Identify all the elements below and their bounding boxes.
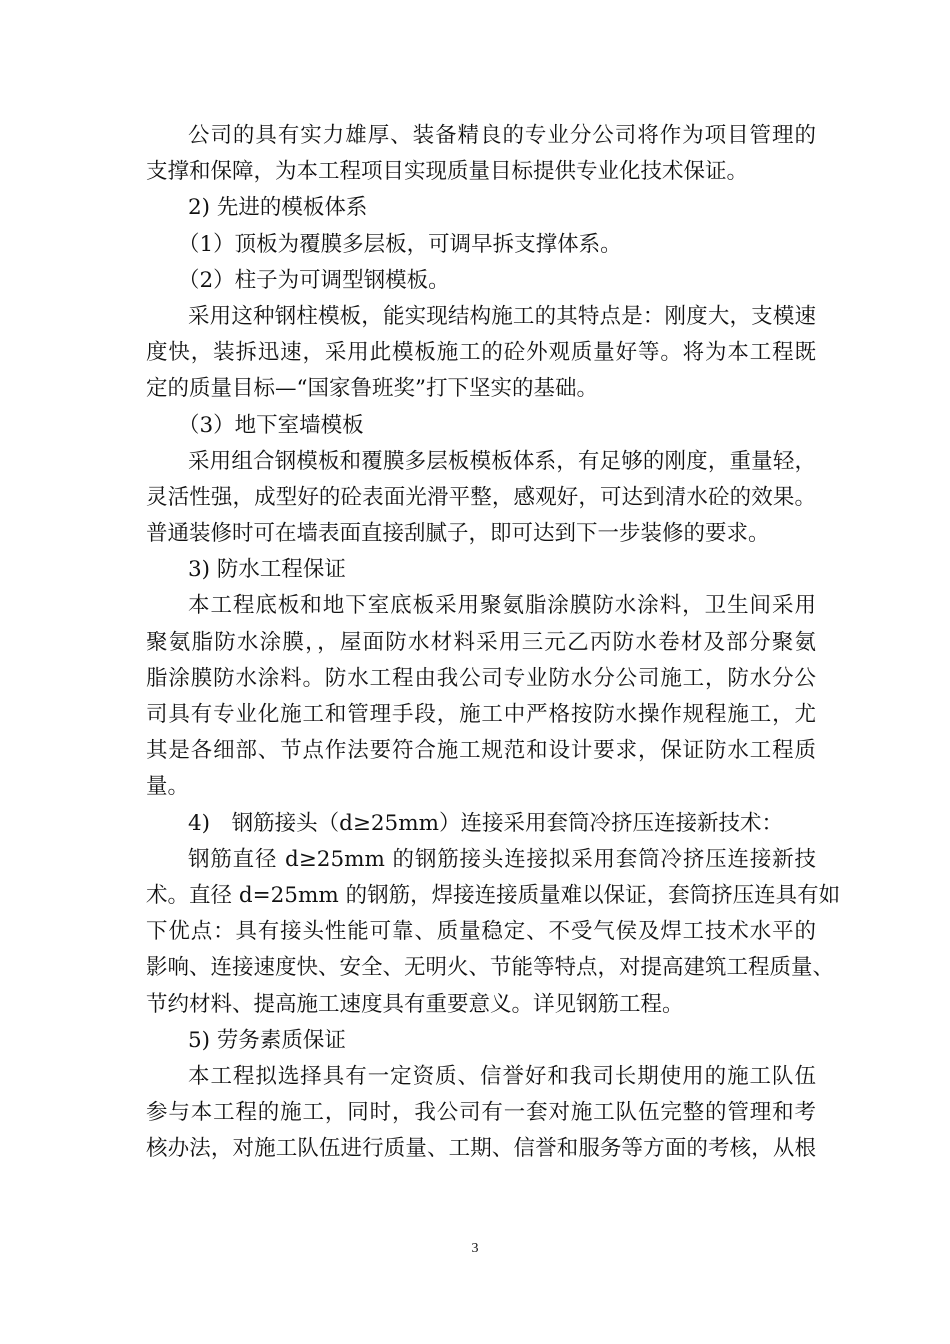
text-line: 参与本工程的施工，同时，我公司有一套对施工队伍完整的管理和考 xyxy=(146,1100,816,1126)
page-number: 3 xyxy=(471,1241,479,1256)
text-line: 节约材料、提高施工速度具有重要意义。详见钢筋工程。 xyxy=(146,991,684,1017)
text-line: 公司的具有实力雄厚、装备精良的专业分公司将作为项目管理的 xyxy=(188,123,816,148)
text-line: 本工程底板和地下室底板采用聚氨脂涂膜防水涂料，卫生间采用 xyxy=(188,593,816,619)
text-line: 术。直径 d=25mm 的钢筋，焊接连接质量难以保证，套筒挤压连具有如 xyxy=(146,882,841,908)
text-line: 采用这种钢柱模板，能实现结构施工的其特点是：刚度大，支模速 xyxy=(188,303,816,329)
section-heading: 5) 劳务素质保证 xyxy=(188,1027,346,1053)
text-line: 其是各细部、节点作法要符合施工规范和设计要求，保证防水工程质 xyxy=(146,738,816,764)
text-line: 普通装修时可在墙表面直接刮腻子，即可达到下一步装修的要求。 xyxy=(146,521,770,547)
subsection-heading: （1）顶板为覆膜多层板，可调早拆支撑体系。 xyxy=(178,231,622,257)
subsection-heading: （2）柱子为可调型钢模板。 xyxy=(178,267,450,293)
subsection-heading: （3）地下室墙模板 xyxy=(178,412,364,438)
text-line: 度快，装拆迅速，采用此模板施工的砼外观质量好等。将为本工程既 xyxy=(146,340,816,366)
text-line: 聚氨脂防水涂膜，，屋面防水材料采用三元乙丙防水卷材及部分聚氨 xyxy=(146,629,816,655)
section-heading: 3) 防水工程保证 xyxy=(188,557,346,583)
text-line: 量。 xyxy=(146,774,190,800)
text-line: 下优点：具有接头性能可靠、质量稳定、不受气侯及焊工技术水平的 xyxy=(146,919,816,945)
text-line: 司具有专业化施工和管理手段，施工中严格按防水操作规程施工，尤 xyxy=(146,702,816,727)
text-line: 影响、连接速度快、安全、无明火、节能等特点，对提高建筑工程质量、 xyxy=(146,955,835,981)
section-heading: 2) 先进的模板体系 xyxy=(188,195,368,221)
text-line: 采用组合钢模板和覆膜多层板模板体系，有足够的刚度，重量轻， xyxy=(188,448,816,474)
text-line: 脂涂膜防水涂料。防水工程由我公司专业防水分公司施工，防水分公 xyxy=(146,665,816,691)
text-line: 钢筋直径 d≥25mm 的钢筋接头连接拟采用套筒冷挤压连接新技 xyxy=(188,846,816,872)
text-line: 本工程拟选择具有一定资质、信誉好和我司长期使用的施工队伍 xyxy=(188,1063,816,1089)
text-line: 支撑和保障，为本工程项目实现质量目标提供专业化技术保证。 xyxy=(146,159,749,185)
text-line: 定的质量目标—“国家鲁班奖”打下坚实的基础。 xyxy=(146,376,598,402)
text-line: 核办法，对施工队伍进行质量、工期、信誉和服务等方面的考核，从根 xyxy=(146,1136,816,1162)
section-heading: 4) 钢筋接头（d≥25mm）连接采用套筒冷挤压连接新技术： xyxy=(188,810,783,836)
text-line: 灵活性强，成型好的砼表面光滑平整，感观好，可达到清水砼的效果。 xyxy=(146,484,816,510)
body-text xyxy=(146,118,841,1167)
